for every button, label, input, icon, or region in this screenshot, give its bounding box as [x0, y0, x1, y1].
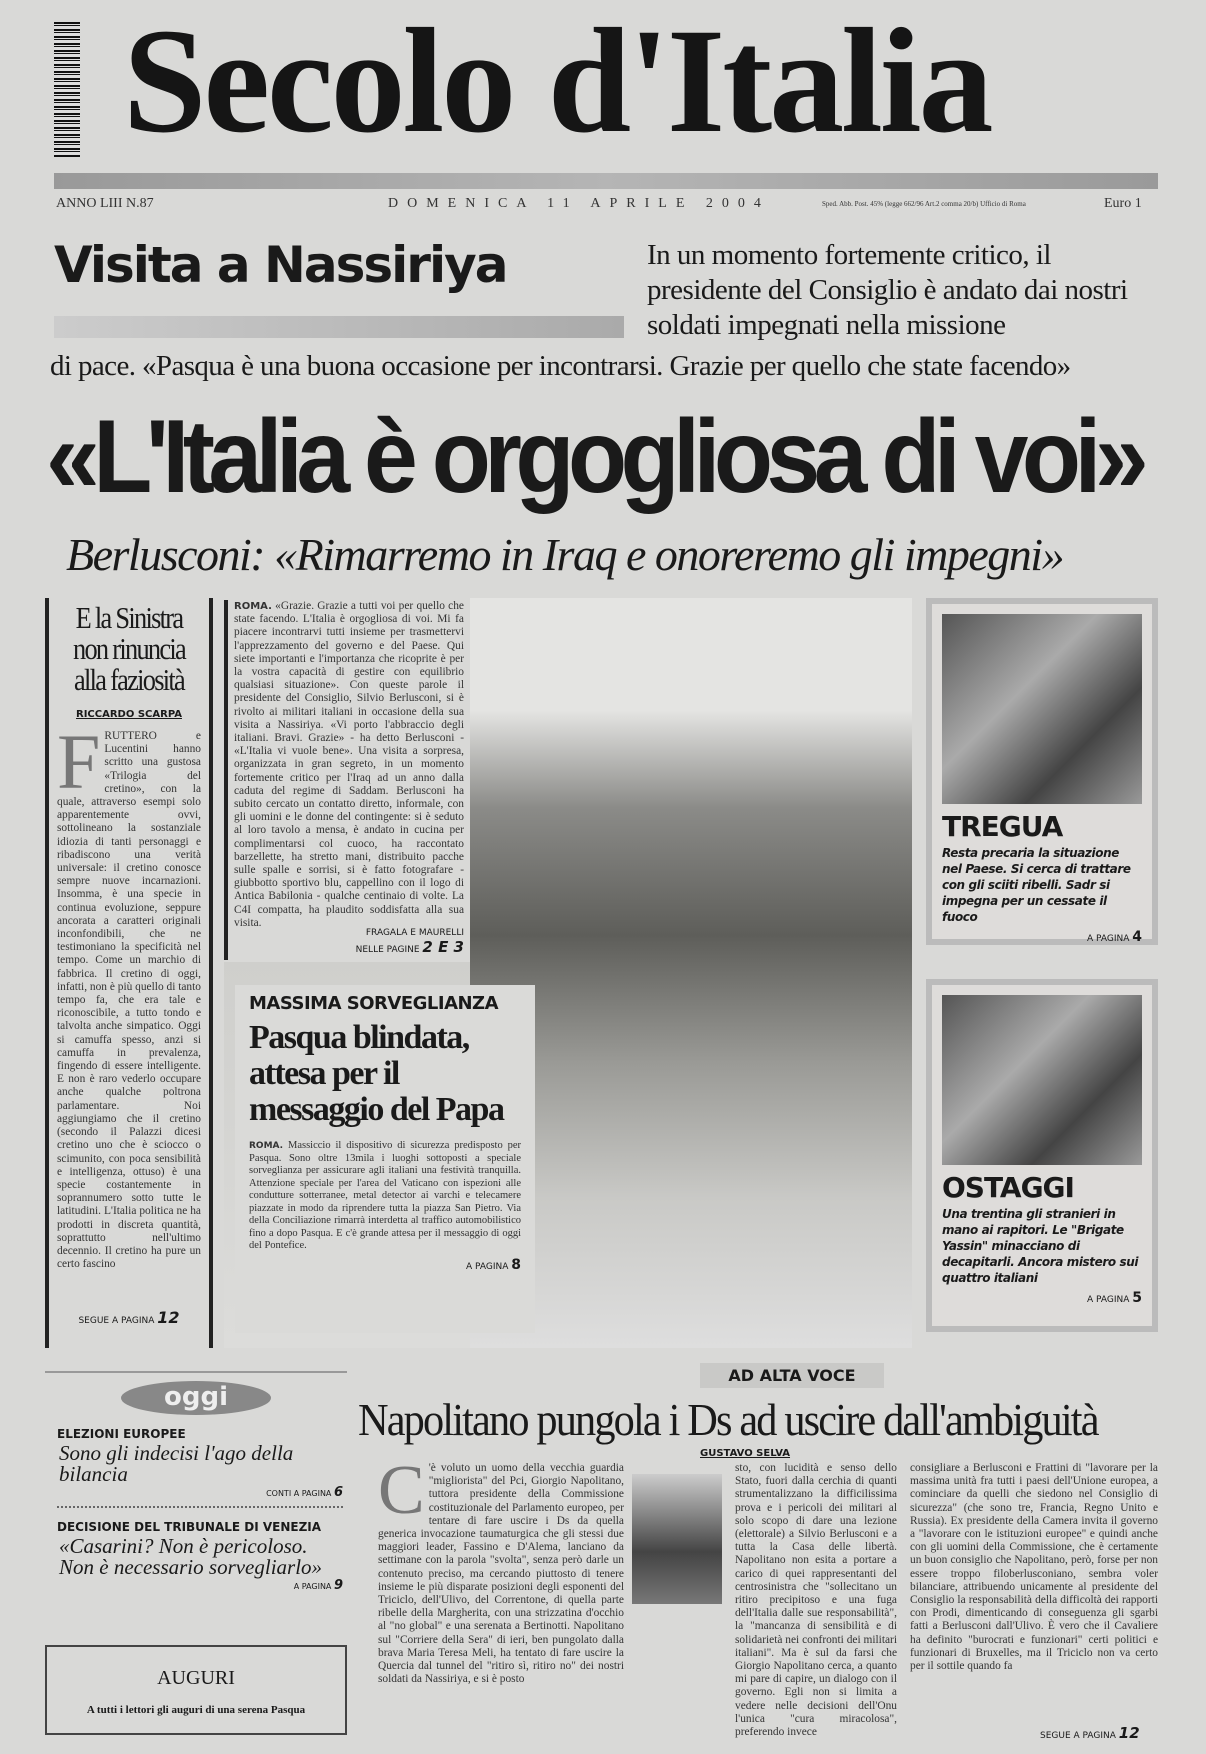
column-text: consigliare a Berlusconi e Frattini di "lavorare per la massima unità fra tutti i paesi dell'Unione europea, a cominciare da quelli che siedono nel Consiglio di sicurezza" (che sono tre, Francia, Regno Unito e Russia). Ex presidente della Camera invita il governo a "lavorare con le istituzioni europee" e quindi anche con gli uomini della Commissione, che è certamente un buon consiglio che Napolitano, però, forse per non essere troppo filoberlusconiano, sembra voler bilanciare, attribuendo unicamente al presidente del Consiglio la responsabilità della difficoltà dei rapporti con Prodi, dimenticando di conseguenza gli sgarbi fatti a Berlusconi dall'Ulivo. È vero che il Cavaliere ha definito "burocrati e funzionari" certi politici e funzionari di Bruxelles, ma il Triciclo non va certo per il sottile quando fa	[910, 1462, 1158, 1673]
barcode	[54, 22, 80, 157]
page-label: A PAGINA	[293, 1582, 332, 1591]
column-text: sto, con lucidità e senso dello Stato, fuori dalla cerchia di quanti strumentalizzano la difficilissima prova e i pericoli dei militari al solo scopo di dare una lezione (elettorale) a Silvio Berlusconi e a tutta la Casa delle libertà. Napolitano non esita a portare a carico di quei rappresentanti del centrosinistra che "sollecitano un ritiro precipitoso e una fuga dell'Italia dalle sue responsabilità", la "mancanza di sensibilità e di solidarietà nei confronti dei militari italiani". Ma è sul da farsi che Giorgio Napolitano cerca, a quanto mi pare di capire, un dialogo con il governo. Egli non si limita a vedere nelle decisioni dell'Onu l'unica "cura miracolosa", preferendo invece	[735, 1462, 897, 1739]
security-body	[249, 1140, 521, 1253]
main-headline[interactable]: «L'Italia è orgogliosa di voi»	[46, 399, 1143, 515]
oggi-item-text: «Casarini? Non è pericoloso. Non è necessario sorvegliarlo»	[59, 1534, 323, 1579]
sub-headline: Berlusconi: «Rimarremo in Iraq e onoreremo gli impegni»	[66, 529, 1064, 580]
tregua-title: TREGUA	[942, 810, 1063, 843]
tregua-page-ref	[942, 929, 1142, 945]
lead-kicker: Visita a Nassiriya	[54, 236, 507, 294]
oggi-item-title[interactable]: DECISIONE DEL TRIBUNALE DI VENEZIA	[57, 1520, 322, 1534]
oggi-item-text: Sono gli indecisi l'ago della bilancia	[59, 1441, 294, 1486]
auguri-text: A tutti i lettori gli auguri di una serena Pasqua	[86, 1704, 306, 1716]
page-number: 5	[1132, 1290, 1142, 1306]
napolitano-col-3	[910, 1462, 1158, 1720]
masthead-rule	[54, 173, 1158, 189]
napolitano-continued[interactable]	[1040, 1724, 1140, 1742]
lead-authors: FRAGALA E MAURELLI	[365, 928, 464, 938]
continued-page: 12	[157, 1308, 180, 1327]
kicker-bar	[54, 316, 624, 338]
column-text: 'è voluto un uomo della vecchia guardia "migliorista" del Pci, Giorgio Napolitano, tuttora presidente della Commissione costituzionale del Parlamento europeo, per tentare di fare uscire i Ds da quella generica invocazione taumaturgica che gli stessi due maggiori leader, Fassino e D'Alema, lanciano da settimane con la parola "svolta", senza però darle un contenuto preciso, ma cercando piuttosto di tenere insieme le più disparate posizioni degli esponenti del Triciclo, dell'Ulivo, del Correntone, di quella parte ribelle della Margherita, con una strizzatina d'occhio al "no global" e una serenata a Bertinotti. Napolitano sul "Corriere della Sera" di ieri, ben pungolato dalla brava Maria Teresa Meli, ha tentato di fare uscire la Quercia dal tunnel del "ritiro sì, ritiro no" dei nostri soldati da Nassiriya, e si è posto	[378, 1462, 624, 1686]
issue-number: ANNO LIII N.87	[56, 196, 154, 211]
napolitano-col-2	[735, 1462, 897, 1742]
ostaggi-page-ref	[942, 1290, 1142, 1306]
page-label: CONTI A PAGINA	[266, 1489, 332, 1498]
postal-info: Sped. Abb. Post. 45% (legge 662/96 Art.2 comma 20/b) Ufficio di Roma	[822, 200, 1026, 208]
ostaggi-photo	[942, 995, 1142, 1165]
oggi-item-title[interactable]: ELEZIONI EUROPEE	[57, 1427, 186, 1441]
page-label: A PAGINA	[1086, 1295, 1130, 1305]
napolitano-portrait	[632, 1474, 722, 1604]
lead-intro: In un momento fortemente critico, il presidente del Consiglio è andato dai nostri soldati impegnati nella missione	[647, 239, 1128, 341]
security-article	[235, 985, 535, 1333]
page-number: 8	[511, 1256, 521, 1273]
continued-label: SEGUE A PAGINA	[78, 1316, 155, 1326]
oggi-box	[45, 1371, 347, 1635]
napolitano-kicker: AD ALTA VOCE	[700, 1363, 884, 1388]
editorial-body	[57, 718, 201, 1300]
page-number: 6	[333, 1485, 343, 1500]
auguri-title: AUGURI	[157, 1667, 235, 1689]
pages-ref[interactable]: 2 E 3	[422, 938, 464, 956]
page-label: A PAGINA	[1086, 934, 1130, 944]
oggi-item-page	[57, 1485, 343, 1508]
napolitano-col-1	[378, 1452, 624, 1742]
ostaggi-title: OSTAGGI	[942, 1171, 1074, 1204]
lead-article	[224, 600, 470, 960]
lead-body	[234, 600, 464, 929]
tregua-box[interactable]	[926, 598, 1158, 945]
ostaggi-text: Una trentina gli stranieri in mano ai rapitori. Le "Brigate Yassin" minacciano di decapitarli. Ancora mistero sui quattro italiani	[942, 1207, 1139, 1285]
lead-intro-continued: di pace. «Pasqua è una buona occasione per incontrarsi. Grazie per quello che state facendo»	[50, 350, 1071, 382]
lead-byline	[234, 928, 464, 956]
security-text: Massiccio il dispositivo di sicurezza predisposto per Pasqua. Sono oltre 13mila i luoghi sottoposti a speciale sorveglianza per assicurare agli italiani una festività tranquilla. Attenzione speciale per l'area del Vaticano con ispezioni alle condutture sotterranee, metal detector ai varchi e telecamere piazzate in modo da riprendere tutta la piazza San Pietro. Via della Conciliazione rimarrà interdetta al traffico automobilistico fino a dopo Pasqua. E c'è grande attesa per il messaggio di oggi del Pontefice.	[249, 1140, 522, 1251]
dateline: ROMA.	[249, 1141, 284, 1151]
oggi-item-page	[57, 1578, 343, 1599]
editorial-continued[interactable]	[57, 1308, 201, 1327]
price: Euro 1	[1104, 196, 1142, 211]
page-number: 4	[1132, 929, 1142, 945]
napolitano-headline[interactable]: Napolitano pungola i Ds ad uscire dall'ambiguità	[358, 1394, 1098, 1445]
ostaggi-box[interactable]	[926, 979, 1158, 1332]
dropcap: C	[378, 1452, 425, 1529]
dateline: ROMA.	[234, 601, 272, 612]
auguri-box	[45, 1645, 347, 1735]
oggi-logo: oggi	[121, 1381, 271, 1415]
page-label: A PAGINA	[465, 1261, 509, 1272]
tregua-photo	[942, 614, 1142, 804]
security-page-ref[interactable]	[249, 1257, 521, 1273]
security-kicker: MASSIMA SORVEGLIANZA	[249, 993, 499, 1014]
security-headline[interactable]: Pasqua blindata, attesa per il messaggio del Papa	[249, 1019, 504, 1128]
editorial-column	[45, 598, 213, 1348]
tregua-text: Resta precaria la situazione nel Paese. Si cerca di trattare con gli sciiti ribelli. Sadr si impegna per un cessate il fuoco	[942, 846, 1131, 924]
berlusconi-troops-photo	[470, 598, 912, 1348]
dropcap: F	[57, 718, 101, 805]
editorial-byline: RICCARDO SCARPA	[76, 709, 182, 720]
continued-page: 12	[1118, 1724, 1140, 1742]
issue-date: DOMENICA 11 APRILE 2004	[388, 196, 770, 211]
editorial-headline[interactable]: E la Sinistra non rinuncia alla faziosità	[72, 600, 186, 697]
masthead-title: Secolo d'Italia	[123, 0, 991, 164]
lead-text: «Grazie. Grazie a tutti voi per quello che state facendo. L'Italia è orgogliosa di voi. Mi fa piacere incontrarvi tutti insieme per trasmettervi l'apprezzamento del governo e del Paese. Qui siete importanti e l'importanza che ricoprite è per la vostra capacità di gestire con equilibrio qualsiasi situazione». Con queste parole il presidente del Consiglio, Silvio Berlusconi, si è rivolto ai militari italiani in occasione della sua visita a Nassiriya. «Vi porto l'abbraccio degli italiani. Bravi. Grazie» - ha detto Berlusconi - «L'Italia vi vuole bene». Una visita a sorpresa, organizzata in gran segreto, in un momento fortemente critico per l'Iraq ad un anno dalla caduta del regime di Saddam. Berlusconi ha subito cercato un contatto diretto, informale, con gli uomini e le donne del contingente: si è seduto al loro tavolo a mensa, è andato in cucina per complimentarsi col cuoco, ha raccontato barzellette, ha stretto mani, distribuito pacche sulle spalle e sorrisi, si è fatto fotografare - giubbotto sportivo blu, cappellino con il logo di Antica Babilonia - qualche centinaio di volte. La C4I compatta, ha plaudito soddisfatta alla sua visita.	[234, 600, 464, 929]
page-number: 9	[333, 1578, 343, 1593]
pages-label: NELLE PAGINE	[355, 945, 420, 955]
continued-label: SEGUE A PAGINA	[1040, 1731, 1116, 1741]
napolitano-byline: GUSTAVO SELVA	[700, 1448, 791, 1459]
editorial-text: RUTTERO e Lucentini hanno scritto una gustosa «Trilogia del cretino», con la quale, attraverso esempi solo apparentemente ovvi, sottolineano la sostanziale idiozia di tanti personaggi e ribadiscono una verità universale: il cretino conosce sempre nuove incarnazioni. Insomma, è una specie in continua evoluzione, seppure ancorata a caratteri originali inconfondibili, che ne testimoniano la specificità nel tempo. Come un marchio di fabbrica. Il cretino di oggi, infatti, non è più quello di tanto tempo fa, che era tale e riconoscibile, a tutto tondo e talvolta anche simpatico. Oggi si camuffa spesso, anzi si camuffa in prevalenza, fingendo di essere intelligente. E non è raro vederlo occupare anche qualche poltrona parlamentare. Noi aggiungiamo che il cretino (secondo il Palazzi dicesi cretino uno che è sciocco o scimunito, con poca sensibilità e intelligenza, ottuso) è una specie costantemente in soprannumero sotto tutte le latitudini. L'Italia politica ne ha prodotti in discreta quantità, soprattutto nell'ultimo decennio. Il cretino ha pure un certo fascino	[57, 730, 201, 1271]
